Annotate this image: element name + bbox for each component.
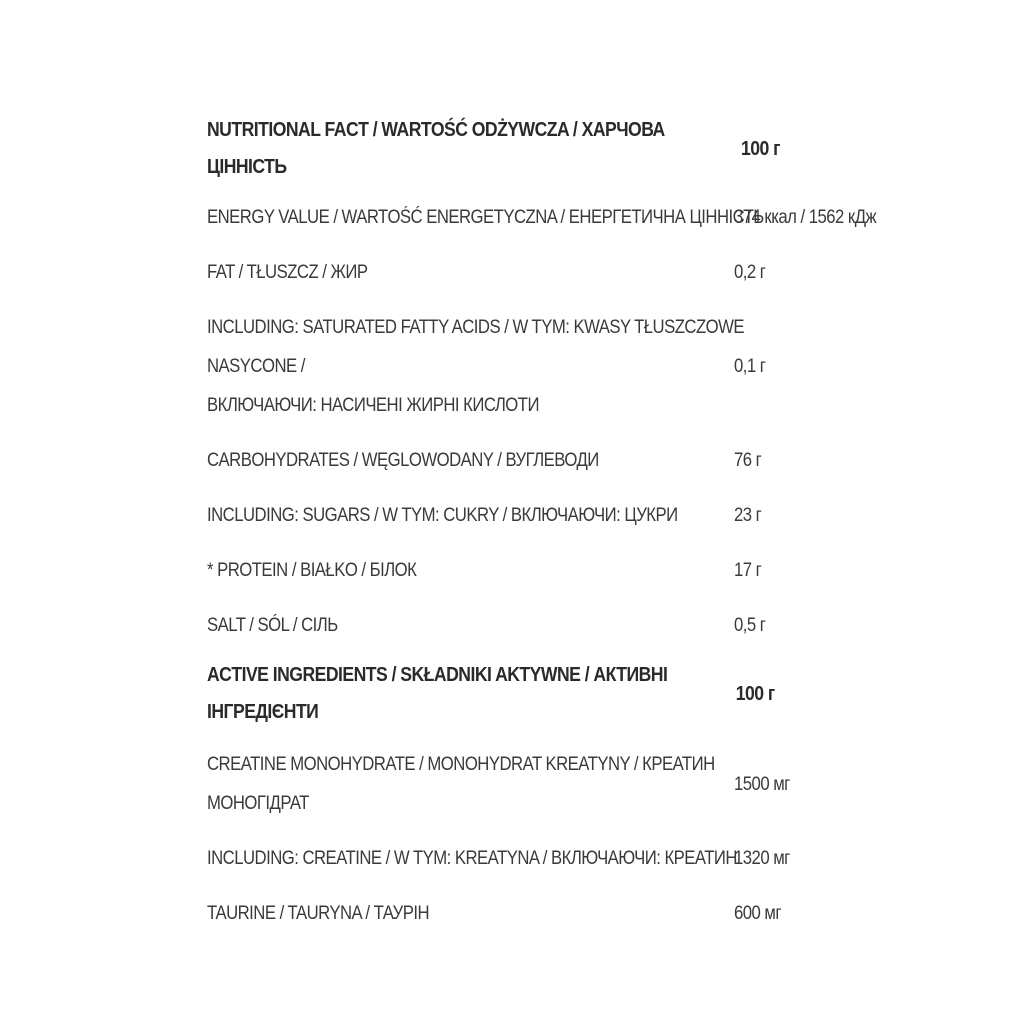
row-value: 76 г — [734, 450, 762, 471]
row-label: INCLUDING: SUGARS / W TYM: CUKRY / ВКЛЮЧАЮЧИ: ЦУКРИ — [207, 505, 678, 526]
row-label: ENERGY VALUE / WARTOŚĆ ENERGETYCZNA / ЕНЕРГЕТИЧНА ЦІННІСТЬ — [207, 207, 764, 228]
row-value: 23 г — [734, 505, 762, 526]
row-label: FAT / TŁUSZCZ / ЖИР — [207, 262, 368, 283]
table-row — [207, 308, 907, 425]
row-label: TAURINE / TAURYNA / ТАУРІН — [207, 903, 429, 924]
row-value: 1500 мг — [734, 773, 790, 795]
row-value: 17 г — [734, 560, 762, 581]
row-label: INCLUDING: SATURATED FATTY ACIDS / W TYM: KWASY TŁUSZCZOWE NASYCONE / ВКЛЮЧАЮЧИ: НАСИЧЕНІ ЖИРНІ КИСЛОТИ — [207, 317, 744, 416]
row-label: * PROTEIN / BIAŁKO / БІЛОК — [207, 560, 417, 581]
row-label: CARBOHYDRATES / WĘGLOWODANY / ВУГЛЕВОДИ — [207, 450, 599, 471]
nutrition-table — [207, 112, 907, 933]
header-value: 100 г — [741, 137, 780, 160]
table-row — [207, 894, 907, 933]
table-row — [207, 496, 907, 535]
row-value: 0,1 г — [734, 356, 766, 377]
active-ingredients-header-row — [207, 657, 907, 731]
table-row — [207, 198, 907, 237]
header-label: ACTIVE INGREDIENTS / SKŁADNIKI AKTYWNE / АКТИВНІ ІНГРЕДІЄНТИ — [207, 664, 668, 723]
row-label: INCLUDING: CREATINE / W TYM: KREATYNA / ВКЛЮЧАЮЧИ: КРЕАТИН — [207, 848, 737, 869]
table-row — [207, 745, 907, 823]
row-label: SALT / SÓL / СІЛЬ — [207, 615, 338, 636]
table-row — [207, 253, 907, 292]
table-row — [207, 839, 907, 878]
table-row — [207, 441, 907, 480]
header-label: NUTRITIONAL FACT / WARTOŚĆ ODŻYWCZA / ХАРЧОВА ЦІННІСТЬ — [207, 119, 665, 178]
row-value: 0,2 г — [734, 262, 766, 283]
row-value: 0,5 г — [734, 615, 766, 636]
nutritional-fact-header-row — [207, 112, 907, 186]
row-label: CREATINE MONOHYDRATE / MONOHYDRAT KREATYNY / КРЕАТИН МОНОГІДРАТ — [207, 754, 715, 814]
row-value: 1320 мг — [734, 848, 790, 869]
row-value: 600 мг — [734, 903, 781, 924]
header-value: 100 г — [735, 682, 775, 705]
row-value: 374 ккал / 1562 кДж — [734, 207, 877, 228]
table-row — [207, 551, 907, 590]
table-row — [207, 606, 907, 645]
